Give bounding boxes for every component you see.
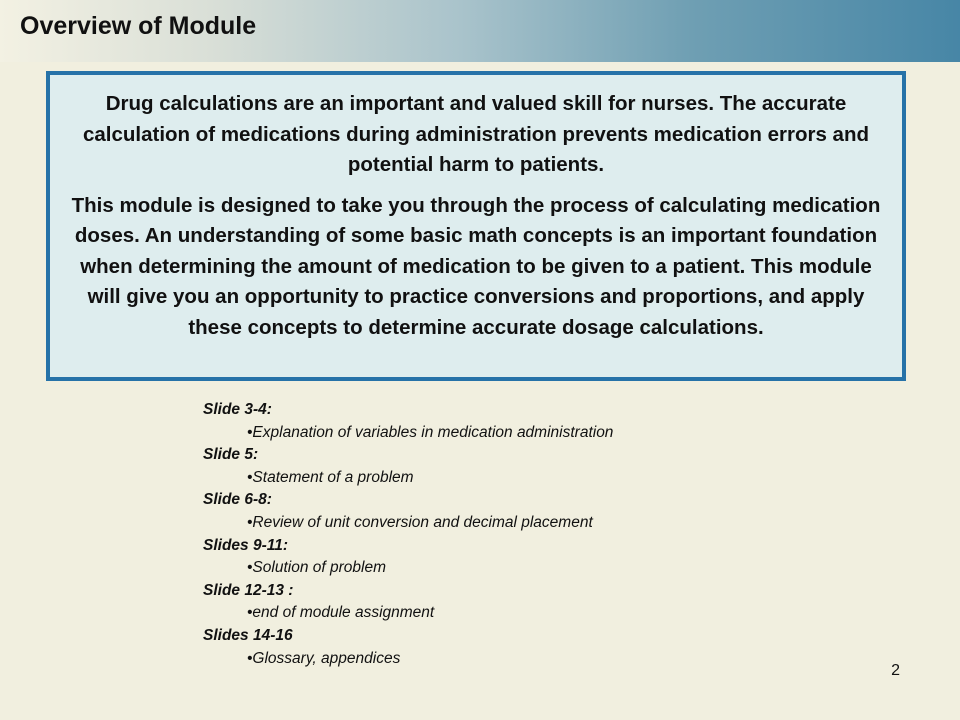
outline-bullet: •end of module assignment: [247, 604, 435, 622]
outline-label: Slide 12-13 :: [203, 581, 294, 599]
outline-label: Slides 9-11:: [203, 536, 289, 554]
page-title: Overview of Module: [20, 12, 257, 40]
page-number: 2: [891, 662, 900, 679]
outline-bullet: •Solution of problem: [247, 559, 386, 577]
intro-paragraph: Drug calculations are an important and valued skill for nurses. The accurate calculation of medications during administration prevents medication errors and potential harm to patients.: [83, 92, 869, 176]
slide-outline: [203, 399, 613, 670]
outline-label: Slide 3-4:: [203, 401, 272, 418]
intro-paragraph: This module is designed to take you through the process of calculating medication doses. An understanding of some basic math concepts is an important foundation when determining the amount of medication to be given to a patient. This module will give you an opportunity to practice conversions and proportions, and apply these concepts to determine accurate dosage calculations.: [71, 193, 881, 339]
outline-label: Slide 6-8:: [203, 491, 272, 509]
outline-label: Slide 5:: [203, 446, 259, 464]
title-bar: [0, 0, 960, 62]
outline-bullet: •Glossary, appendices: [247, 649, 401, 667]
outline-bullet: •Statement of a problem: [247, 468, 414, 486]
outline-label: Slides 14-16: [203, 626, 293, 644]
outline-bullet: •Review of unit conversion and decimal placement: [247, 513, 593, 531]
intro-box: [46, 71, 906, 381]
outline-bullet: •Explanation of variables in medication administration: [247, 423, 614, 441]
